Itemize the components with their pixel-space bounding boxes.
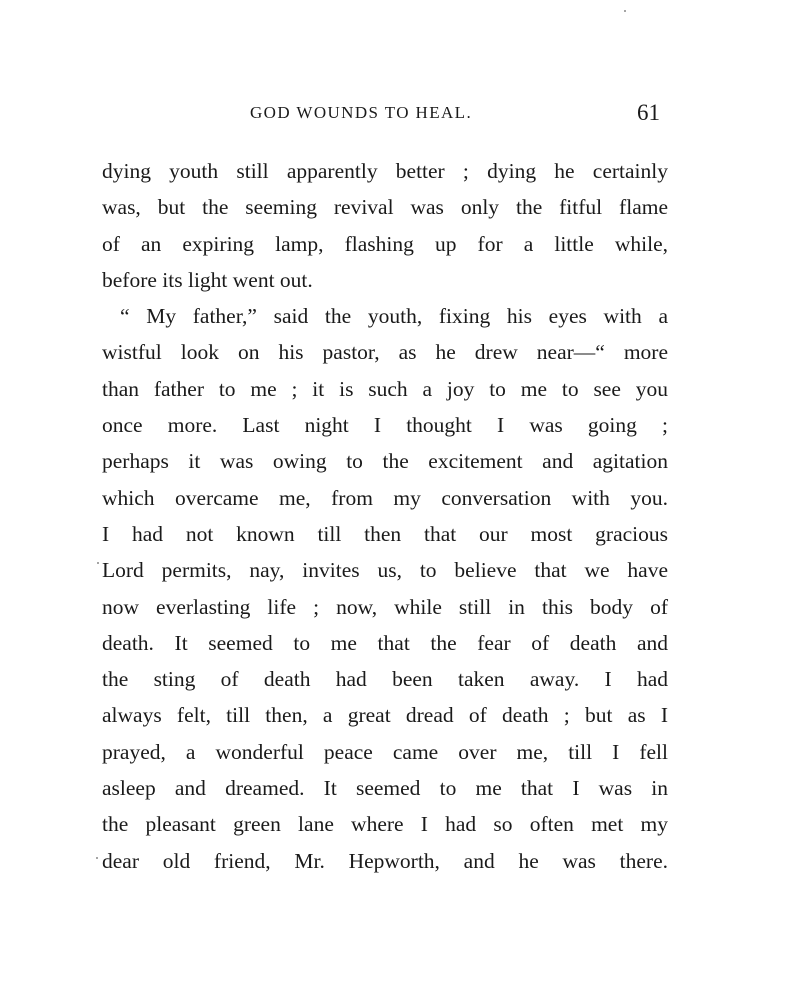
scan-speck [624,10,626,12]
text-line: which overcame me, from my conversation with you. [102,485,668,510]
text-line: asleep and dreamed. It seemed to me that I was in [102,776,668,801]
paragraph-end-line: before its light went out. [102,267,313,292]
text-line: dear old friend, Mr. Hepworth, and he was there. [102,848,668,873]
paragraph-start-line: “ My father,” said the youth, fixing his eyes with a [120,304,668,329]
text-line: of an expiring lamp, flashing up for a little while, [102,231,668,256]
text-line: wistful look on his pastor, as he drew near—“ more [102,340,668,365]
text-line: Lord permits, nay, invites us, to believe that we have [102,558,668,583]
text-line: now everlasting life ; now, while still in this body of [102,594,668,619]
text-line: once more. Last night I thought I was going ; [102,413,668,438]
text-line: perhaps it was owing to the excitement and agitation [102,449,668,474]
scan-speck [96,857,98,859]
running-title: GOD WOUNDS TO HEAL. [250,103,473,122]
text-line: the pleasant green lane where I had so often met my [102,812,668,837]
text-line: was, but the seeming revival was only the fitful flame [102,195,668,220]
text-line: always felt, till then, a great dread of death ; but as I [102,703,668,728]
page-number: 61 [637,100,660,125]
text-line: prayed, a wonderful peace came over me, till I fell [102,739,668,764]
text-line: than father to me ; it is such a joy to me to see you [102,376,668,401]
text-line: the sting of death had been taken away. I had [102,667,668,692]
running-head [0,100,787,133]
body-text [102,153,668,879]
text-line: death. It seemed to me that the fear of death and [102,630,668,655]
text-line: dying youth still apparently better ; dying he certainly [102,159,668,183]
scan-speck [97,562,99,564]
text-line: I had not known till then that our most gracious [102,521,668,546]
